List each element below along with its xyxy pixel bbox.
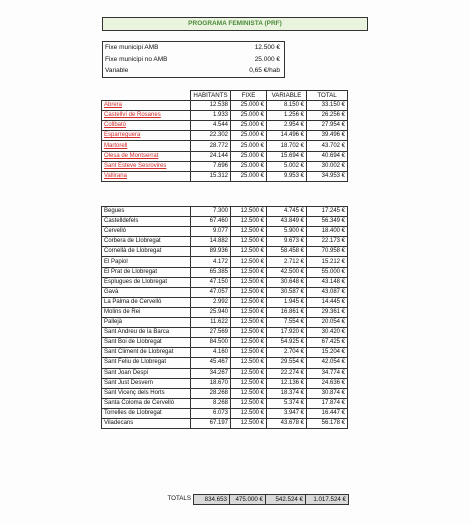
table-row [102,318,348,328]
total-cell: 17.245 € [307,207,348,217]
variable-cell: 14.496 € [267,131,307,141]
non-amb-table [101,90,348,182]
table-row [102,101,348,111]
habitants-cell: 84.500 [191,338,231,348]
municipality-cell: Sant Feliu de Llobregat [102,358,191,368]
table-row [102,217,348,227]
header-blank [102,91,191,101]
header-fixe: FIXE [231,91,267,101]
habitants-cell: 12.538 [191,101,231,111]
variable-cell: 42.500 € [267,267,307,277]
variable-cell: 8.150 € [267,101,307,111]
param-value: 25.000 € [254,55,280,63]
variable-cell: 5.374 € [267,398,307,408]
fixe-cell: 12.500 € [231,418,267,428]
fixe-cell: 12.500 € [231,247,267,257]
total-cell: 22.173 € [307,237,348,247]
municipality-cell: Sant Joan Despí [102,368,191,378]
total-cell: 14.445 € [307,297,348,307]
total-cell: 29.361 € [307,307,348,317]
habitants-cell: 1.933 [191,111,231,121]
habitants-cell: 9.077 [191,227,231,237]
fixe-cell: 12.500 € [231,237,267,247]
table-row [102,338,348,348]
table-row [102,277,348,287]
table-row [102,257,348,267]
fixe-cell: 12.500 € [231,227,267,237]
habitants-cell: 28.268 [191,388,231,398]
table-row [102,287,348,297]
municipality-cell: Sant Vicenç dels Horts [102,388,191,398]
param-value: 12.500 € [254,44,280,51]
total-cell: 30.874 € [307,388,348,398]
total-cell: 39.496 € [307,131,348,141]
total-cell: 20.054 € [307,318,348,328]
header-total: TOTAL [307,91,348,101]
variable-cell: 18.702 € [267,141,307,151]
municipality-cell: Torrelles de Llobregat [102,408,191,418]
table-row [102,131,348,141]
municipality-cell: Castelldefels [102,217,191,227]
habitants-cell: 18.670 [191,378,231,388]
variable-cell: 2.712 € [267,257,307,267]
habitants-cell: 7.696 [191,161,231,171]
fixe-cell: 12.500 € [231,287,267,297]
total-cell: 27.954 € [307,121,348,131]
fixe-cell: 12.500 € [231,388,267,398]
variable-cell: 22.274 € [267,368,307,378]
fixe-cell: 12.500 € [231,338,267,348]
habitants-cell: 4.544 [191,121,231,131]
table-row [102,388,348,398]
habitants-cell: 6.073 [191,408,231,418]
habitants-cell: 67.197 [191,418,231,428]
municipality-cell: La Palma de Cervelló [102,297,191,307]
fixe-cell: 25.000 € [231,121,267,131]
variable-cell: 30.587 € [267,287,307,297]
variable-cell: 9.953 € [267,171,307,181]
variable-cell: 4.745 € [267,207,307,217]
habitants-cell: 11.622 [191,318,231,328]
table-row [102,161,348,171]
total-cell: 67.425 € [307,338,348,348]
variable-cell: 43.849 € [267,217,307,227]
fixe-cell: 12.500 € [231,297,267,307]
municipality-cell: Sant Just Desvern [102,378,191,388]
habitants-cell: 7.300 [191,207,231,217]
municipality-cell: El Papiol [102,257,191,267]
table-row [102,121,348,131]
municipality-cell: Cornellà de Llobregat [102,247,191,257]
fixe-cell: 12.500 € [231,277,267,287]
total-cell: 55.000 € [307,267,348,277]
municipality-cell: Cervelló [102,227,191,237]
fixe-cell: 25.000 € [231,171,267,181]
variable-cell: 1.256 € [267,111,307,121]
municipality-cell: Sant Esteve Sesrovires [102,161,191,171]
table-row [102,418,348,428]
municipality-cell: Martorell [102,141,191,151]
municipality-cell: Begues [102,207,191,217]
habitants-cell: 47.057 [191,287,231,297]
table-row [102,141,348,151]
habitants-cell: 28.772 [191,141,231,151]
fixe-cell: 12.500 € [231,207,267,217]
header-variable: VARIABLE [267,91,307,101]
municipality-cell: El Prat de Llobregat [102,267,191,277]
param-label: Fixe municipi AMB [105,44,159,51]
table-row [102,328,348,338]
variable-cell: 16.861 € [267,307,307,317]
fixe-cell: 12.500 € [231,257,267,267]
param-label: Fixe municipi no AMB [105,55,168,63]
totals-variable: 542.524 € [265,494,306,505]
total-cell: 15.204 € [307,348,348,358]
variable-cell: 58.458 € [267,247,307,257]
municipality-cell: Santa Coloma de Cervelló [102,398,191,408]
habitants-cell: 27.569 [191,328,231,338]
municipality-cell: Castellví de Rosanes [102,111,191,121]
table-row [102,307,348,317]
table-row [102,171,348,181]
municipality-cell: Vallirana [102,171,191,181]
totals-label: TOTALS [167,495,191,502]
fixe-cell: 12.500 € [231,368,267,378]
table-row [102,237,348,247]
table-row [102,111,348,121]
variable-cell: 12.136 € [267,378,307,388]
municipality-cell: Pallejà [102,318,191,328]
param-label: Variable [105,67,129,74]
variable-cell: 1.945 € [267,297,307,307]
variable-cell: 30.648 € [267,277,307,287]
table-row [102,408,348,418]
total-cell: 33.150 € [307,101,348,111]
variable-cell: 15.694 € [267,151,307,161]
totals-total: 1.017.524 € [305,494,349,505]
total-cell: 34.774 € [307,368,348,378]
fixe-cell: 25.000 € [231,111,267,121]
municipality-cell: Sant Andreu de la Barca [102,328,191,338]
municipality-cell: Collbató [102,121,191,131]
param-value: 0,65 €/hab [249,67,280,74]
habitants-cell: 24.144 [191,151,231,161]
table-row [102,267,348,277]
variable-cell: 43.678 € [267,418,307,428]
habitants-cell: 4.160 [191,348,231,358]
total-cell: 15.212 € [307,257,348,267]
fixe-cell: 25.000 € [231,141,267,151]
fixe-cell: 12.500 € [231,267,267,277]
param-row [103,65,284,77]
habitants-cell: 34.267 [191,368,231,378]
table-row [102,348,348,358]
total-cell: 56.349 € [307,217,348,227]
variable-cell: 3.947 € [267,408,307,418]
variable-cell: 5.002 € [267,161,307,171]
table-row [102,358,348,368]
fixe-cell: 12.500 € [231,408,267,418]
variable-cell: 17.920 € [267,328,307,338]
fixe-cell: 12.500 € [231,318,267,328]
total-cell: 43.148 € [307,277,348,287]
habitants-cell: 25.940 [191,307,231,317]
habitants-cell: 47.150 [191,277,231,287]
fixe-cell: 25.000 € [231,131,267,141]
total-cell: 17.874 € [307,398,348,408]
total-cell: 43.087 € [307,287,348,297]
variable-cell: 2.954 € [267,121,307,131]
table-row [102,247,348,257]
table-row [102,207,348,217]
municipality-cell: Esparreguera [102,131,191,141]
table-row [102,368,348,378]
fixe-cell: 12.500 € [231,378,267,388]
param-row [103,54,284,66]
amb-table [101,206,348,429]
table-row [102,151,348,161]
municipality-cell: Viladecans [102,418,191,428]
totals-fixe: 475.000 € [229,494,266,505]
total-cell: 40.694 € [307,151,348,161]
habitants-cell: 2.992 [191,297,231,307]
habitants-cell: 22.302 [191,131,231,141]
municipality-cell: Abrera [102,101,191,111]
total-cell: 30.002 € [307,161,348,171]
variable-cell: 5.900 € [267,227,307,237]
municipality-cell: Corbera de Llobregat [102,237,191,247]
habitants-cell: 15.312 [191,171,231,181]
total-cell: 34.953 € [307,171,348,181]
total-cell: 16.447 € [307,408,348,418]
fixe-cell: 12.500 € [231,307,267,317]
parameters-box [102,41,285,78]
habitants-cell: 45.467 [191,358,231,368]
municipality-cell: Gavà [102,287,191,297]
header-habitants: HABITANTS [191,91,231,101]
total-cell: 56.178 € [307,418,348,428]
habitants-cell: 65.385 [191,267,231,277]
total-cell: 42.054 € [307,358,348,368]
total-cell: 70.958 € [307,247,348,257]
fixe-cell: 25.000 € [231,151,267,161]
habitants-cell: 89.936 [191,247,231,257]
variable-cell: 54.925 € [267,338,307,348]
habitants-cell: 14.882 [191,237,231,247]
municipality-cell: Olesa de Montserrat [102,151,191,161]
header-row [102,91,348,101]
habitants-cell: 4.172 [191,257,231,267]
variable-cell: 7.554 € [267,318,307,328]
totals-row [157,494,349,505]
variable-cell: 9.673 € [267,237,307,247]
habitants-cell: 67.460 [191,217,231,227]
fixe-cell: 12.500 € [231,398,267,408]
table-row [102,297,348,307]
fixe-cell: 12.500 € [231,348,267,358]
table-row [102,227,348,237]
municipality-cell: Sant Climent de Llobregat [102,348,191,358]
program-title: PROGRAMA FEMINISTA (PRF) [102,17,368,31]
totals-habitants: 834.653 [193,494,230,505]
fixe-cell: 25.000 € [231,101,267,111]
municipality-cell: Esplugues de Llobregat [102,277,191,287]
table-row [102,398,348,408]
total-cell: 26.256 € [307,111,348,121]
habitants-cell: 8.268 [191,398,231,408]
fixe-cell: 12.500 € [231,217,267,227]
municipality-cell: Molins de Rei [102,307,191,317]
variable-cell: 29.554 € [267,358,307,368]
fixe-cell: 25.000 € [231,161,267,171]
param-row [103,42,284,54]
variable-cell: 18.374 € [267,388,307,398]
total-cell: 18.400 € [307,227,348,237]
total-cell: 43.702 € [307,141,348,151]
total-cell: 24.636 € [307,378,348,388]
municipality-cell: Sant Boi de Llobregat [102,338,191,348]
variable-cell: 2.704 € [267,348,307,358]
fixe-cell: 12.500 € [231,358,267,368]
fixe-cell: 12.500 € [231,328,267,338]
table-row [102,378,348,388]
total-cell: 30.420 € [307,328,348,338]
